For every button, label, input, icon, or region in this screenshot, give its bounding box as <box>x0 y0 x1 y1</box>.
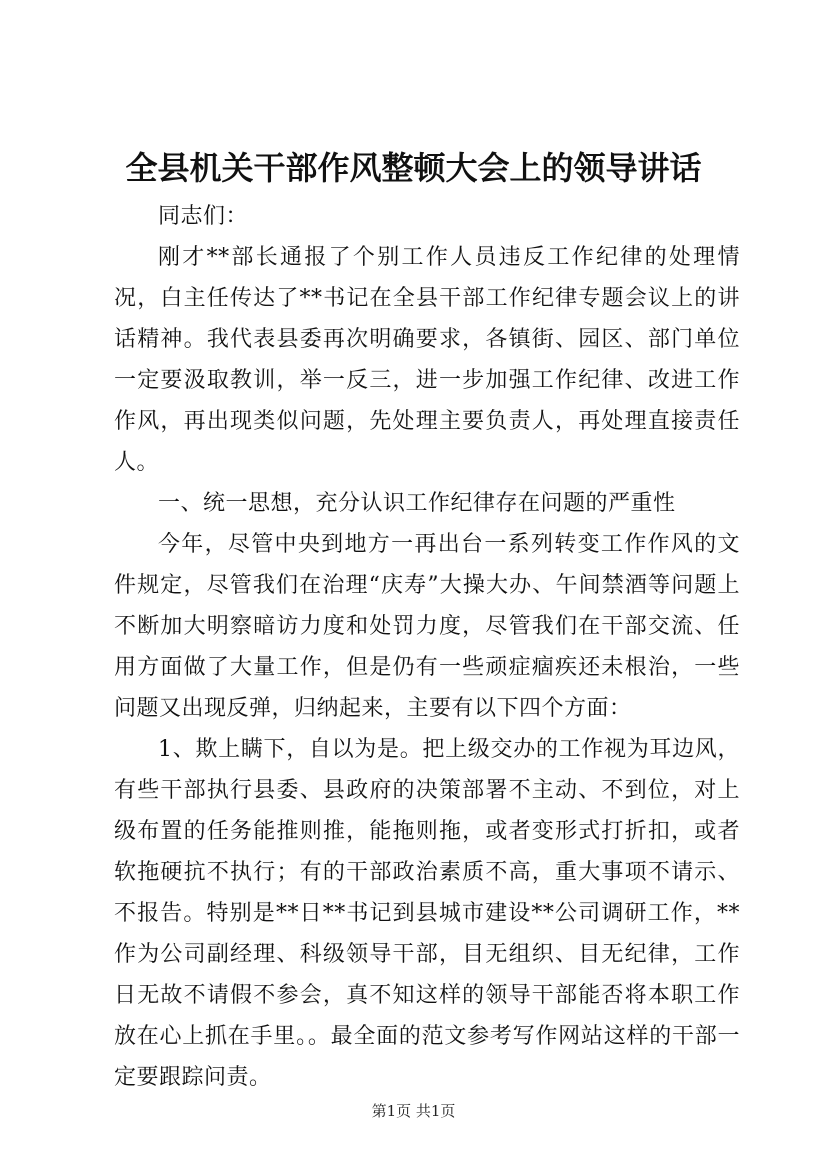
page-number-footer: 第1页 共1页 <box>371 1102 456 1120</box>
paragraph-context: 今年，尽管中央到地方一再出台一系列转变工作作风的文件规定，尽管我们在治理“庆寿”大操大办、午间禁酒等问题上不断加大明察暗访力度和处罚力度，尽管我们在干部交流、任用方面做了大量工作，但是仍有一些顽症痼疾还未根治，一些问题又出现反弹，归纳起来，主要有以下四个方面： <box>114 532 740 721</box>
paragraph-intro: 刚才**部长通报了个别工作人员违反工作纪律的处理情况，白主任传达了**书记在全县干部工作纪律专题会议上的讲话精神。我代表县委再次明确要求，各镇街、园区、部门单位一定要汲取教训，举一反三，进一步加强工作纪律、改进工作作风，再出现类似问题，先处理主要负责人，再处理直接责任人。 <box>114 245 740 475</box>
section-heading-1: 一、统一思想，充分认识工作纪律存在问题的严重性 <box>158 491 676 516</box>
paragraph-point-1: 1、欺上瞒下，自以为是。把上级交办的工作视为耳边风，有些干部执行县委、县政府的决策部署不主动、不到位，对上级布置的任务能推则推，能拖则拖，或者变形式打折扣，或者软拖硬抗不执行；有的干部政治素质不高，重大事项不请示、不报告。特别是**日**书记到县城市建设**公司调研工作，**作为公司副经理、科级领导干部，目无组织、目无纪律，工作日无故不请假不参会，真不知这样的领导干部能否将本职工作放在心上抓在手里。。最全面的范文参考写作网站这样的干部一定要跟踪问责。 <box>114 737 740 1090</box>
salutation: 同志们： <box>158 204 249 229</box>
document-body <box>114 196 740 1098</box>
document-title: 全县机关干部作风整顿大会上的领导讲话 <box>125 149 702 187</box>
